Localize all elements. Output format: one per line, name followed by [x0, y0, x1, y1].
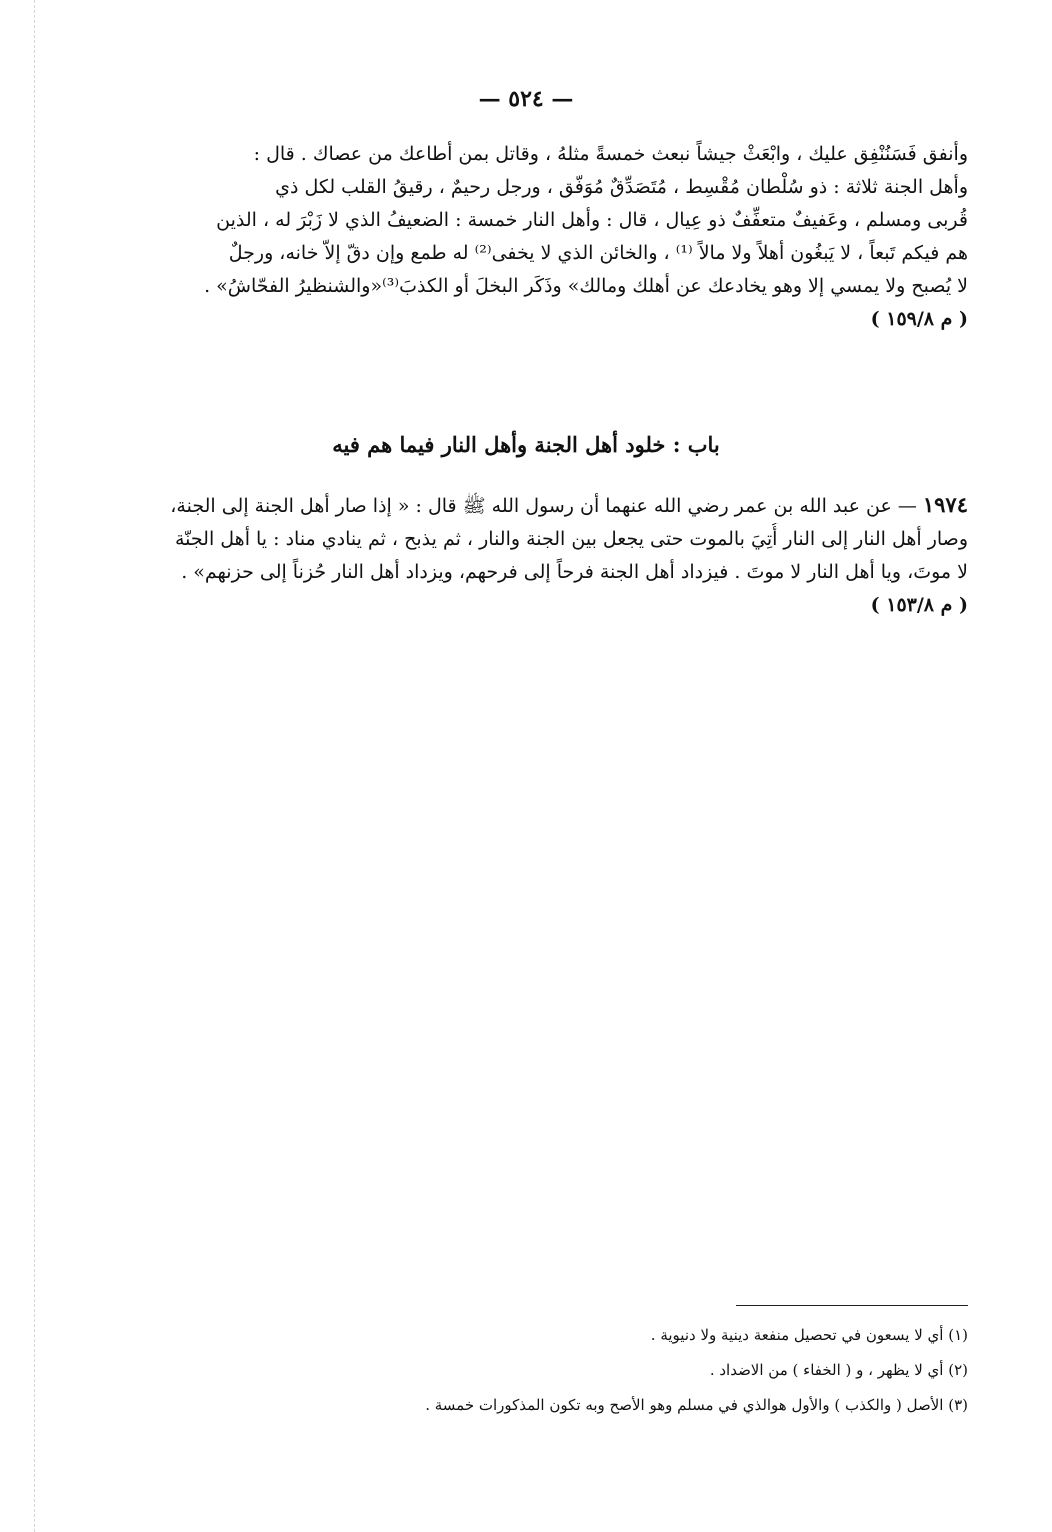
footnote-3: (٣) الأصل ( والكذب ) والأول هوالذي في مسلم وهو الأصح وبه تكون المذكورات خمسة .	[425, 1396, 968, 1414]
footnote-divider	[736, 1305, 968, 1306]
text-line: وأهل الجنة ثلاثة : ذو سُلْطان مُقْسِط ، مُتَصَدِّقٌ مُوَفّق ، ورجل رحيمٌ ، رقيقُ القلب لكل ذي	[275, 176, 968, 198]
source-reference: ( م ١٥٣/٨ )	[870, 594, 968, 616]
footnotes	[280, 1318, 968, 1423]
scan-edge-line	[34, 0, 36, 1532]
page-number: — ٥٢٤ —	[478, 86, 574, 112]
hadith-1973-continuation	[38, 138, 968, 336]
hadith-first-line-text: — عن عبد الله بن عمر رضي الله عنهما أن رسول الله ﷺ قال : « إذا صار أهل الجنة إلى الجنة،	[170, 495, 917, 517]
text-line: قُربى ومسلم ، وعَفيفٌ متعفِّفٌ ذو عِيال ، قال : وأهل النار خمسة : الضعيفُ الذي لا زَبْرَ له ، الذين	[216, 209, 968, 231]
text-line: وأنفق فَسَنُنْفِق عليك ، وابْعَثْ جيشاً نبعث خمسةً مثلهُ ، وقاتل بمن أطاعك من عصاك . قال :	[253, 143, 968, 165]
source-reference: ( م ١٥٩/٨ )	[870, 308, 968, 330]
hadith-number: ١٩٧٤	[922, 492, 968, 517]
text-line: وصار أهل النار إلى النار أُتِيَ بالموت حتى يجعل بين الجنة والنار ، ثم يذبح ، ثم ينادي مناد : يا أهل الجنّة	[175, 528, 968, 550]
footnote-1: (١) أي لا يسعون في تحصيل منفعة دينية ولا دنيوية .	[650, 1326, 968, 1344]
text-line: لا موتَ، ويا أهل النار لا موتَ . فيزداد أهل الجنة فرحاً إلى فرحهم، ويزداد أهل النار حُزناً إلى حزنهم» .	[181, 561, 968, 583]
footnote-2: (٢) أي لا يظهر ، و ( الخفاء ) من الاضداد .	[709, 1361, 968, 1379]
hadith-1974	[38, 488, 968, 622]
text-line: هم فيكم تَبعاً ، لا يَبغُون أهلاً ولا مالاً ⁽¹⁾ ، والخائن الذي لا يخفى⁽²⁾ له طمع وإن دقّ إلاّ خانه، ورجلٌ	[228, 242, 968, 264]
text-line: لا يُصبح ولا يمسي إلا وهو يخادعك عن أهلك ومالك» وذَكَر البخلَ أو الكذبَ⁽³⁾«والشنظيرُ الفحّاشُ» .	[204, 275, 968, 297]
chapter-heading: باب : خلود أهل الجنة وأهل النار فيما هم فيه	[332, 432, 720, 457]
hadith-first-line	[38, 488, 968, 523]
